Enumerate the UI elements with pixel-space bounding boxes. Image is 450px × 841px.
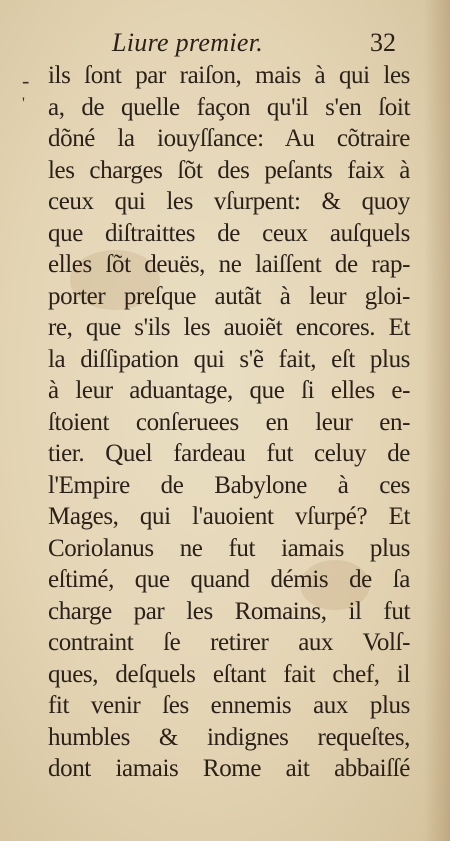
text-line: ques, deſquels eſtant fait chef, il — [48, 660, 410, 688]
text-line: eſtimé, que quand démis de ſa — [48, 566, 410, 593]
margin-dash-mark: - — [22, 68, 30, 93]
text-line: Coriolanus ne fut iamais plus — [48, 534, 410, 562]
text-line: charge par les Romains, il fut — [48, 597, 410, 625]
page-header — [0, 20, 450, 60]
margin-tick-mark: ' — [22, 95, 25, 112]
text-line: les charges ſõt des peſants faix à — [48, 156, 410, 184]
text-line: dont iamais Rome ait abbaiſſé — [48, 755, 410, 782]
body-text — [48, 60, 410, 785]
text-line: elles ſõt deuës, ne laiſſent de rap- — [48, 251, 410, 278]
text-line: que diſtraittes de ceux auſquels — [48, 219, 410, 247]
text-line: l'Empire de Babylone à ces — [48, 471, 410, 499]
text-line: humbles & indignes requeſtes, — [48, 723, 410, 751]
page-edge-shadow — [424, 0, 450, 841]
text-line: contraint ſe retirer aux Volſ- — [48, 629, 410, 656]
text-line: fit venir ſes ennemis aux plus — [48, 692, 410, 719]
text-line: la diſſipation qui s'ẽ fait, eſt plus — [48, 345, 410, 373]
text-line: porter preſque autãt à leur gloi- — [48, 282, 410, 310]
text-line: ils ſont par raiſon, mais à qui les — [48, 62, 410, 89]
text-line: tier. Quel fardeau fut celuy de — [48, 440, 410, 467]
text-line: a, de quelle façon qu'il s'en ſoit — [48, 93, 410, 121]
text-line: à leur aduantage, que ſi elles e- — [48, 377, 410, 404]
text-line: Mages, qui l'auoient vſurpé? Et — [48, 503, 410, 530]
text-line: dõné la iouyſſance: Au cõtraire — [48, 125, 410, 152]
text-line: ſtoient conſeruees en leur en- — [48, 408, 410, 436]
page-number: 32 — [370, 28, 396, 57]
text-line: re, que s'ils les auoiẽt encores. Et — [48, 314, 410, 341]
text-line: ceux qui les vſurpent: & quoy — [48, 188, 410, 215]
running-head: Liure premier. — [112, 28, 264, 57]
